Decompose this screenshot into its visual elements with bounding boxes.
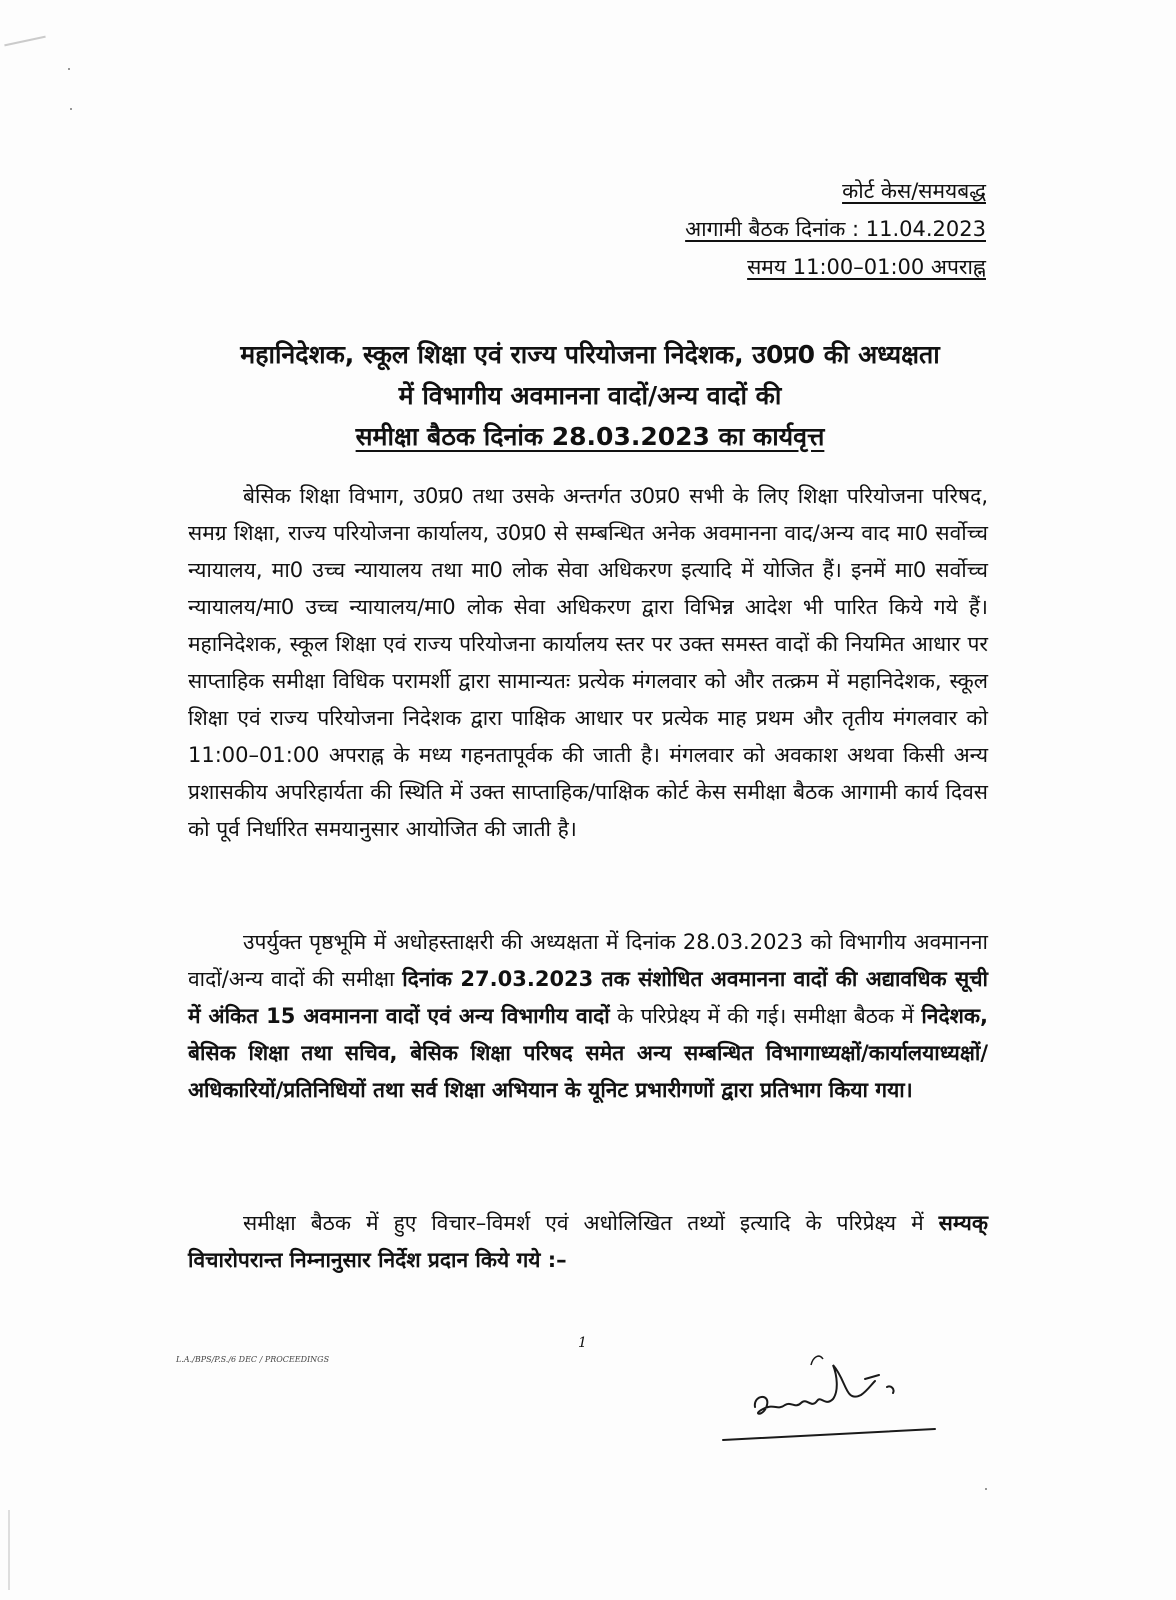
title-line-1: महानिदेशक, स्कूल शिक्षा एवं राज्य परियोजना निदेशक, उ0प्र0 की अध्यक्षता bbox=[240, 340, 940, 369]
paragraph-directions-text: समीक्षा बैठक में हुए विचार–विमर्श एवं अधोलिखित तथ्यों इत्यादि के परिप्रेक्ष्य में bbox=[243, 1211, 939, 1235]
paragraph-directions-bold: सम्यक् विचारोपरान्त निम्नानुसार निर्देश प्रदान किये गये :– bbox=[188, 1211, 988, 1272]
document-title bbox=[150, 334, 1030, 457]
paragraph-review-bold-attendees: निदेशक, बेसिक शिक्षा तथा सचिव, बेसिक शिक्षा परिषद समेत अन्य सम्बन्धित विभागाध्यक्षों/कार्यालयाध्यक्षों/अधिकारियों/प्रतिनिधियों तथा सर्व शिक्षा अभियान के यूनिट प्रभारीगणों द्वारा प्रतिभाग किया गया। bbox=[188, 1004, 988, 1102]
scan-dot bbox=[70, 108, 72, 110]
meeting-time: समय 11:00–01:00 अपराह्न bbox=[747, 255, 986, 279]
title-line-3: समीक्षा बैठक दिनांक 28.03.2023 का कार्यवृत्त bbox=[355, 422, 825, 451]
title-line-2: में विभागीय अवमानना वादों/अन्य वादों की bbox=[398, 381, 782, 410]
scan-mark-top-left bbox=[4, 36, 45, 47]
paragraph-review-text: उपर्युक्त पृष्ठभूमि में अधोहस्ताक्षरी की अध्यक्षता में दिनांक 28.03.2023 को विभागीय अवमानना वादों/अन्य वादों की समीक्षा bbox=[188, 930, 988, 991]
paragraph-directions bbox=[188, 1205, 988, 1279]
scan-dot bbox=[985, 1488, 987, 1490]
paragraph-review-bold-list: दिनांक 27.03.2023 तक संशोधित अवमानना वादों की अद्यावधिक सूची में अंकित 15 अवमानना वादों एवं अन्य विभागीय वादों bbox=[188, 967, 988, 1028]
signature bbox=[715, 1345, 945, 1445]
paragraph-review bbox=[188, 924, 988, 1109]
header-block bbox=[685, 172, 986, 286]
page-number: 1 bbox=[578, 1335, 587, 1351]
file-reference: L.A./BPS/P.S./6 DEC / PROCEEDINGS bbox=[176, 1355, 330, 1364]
case-category: कोर्ट केस/समयबद्ध bbox=[842, 179, 986, 203]
paragraph-review-text: के परिप्रेक्ष्य में की गई। समीक्षा बैठक में bbox=[609, 1004, 922, 1028]
scan-mark-bottom-left bbox=[8, 1510, 10, 1590]
paragraph-background: बेसिक शिक्षा विभाग, उ0प्र0 तथा उसके अन्तर्गत उ0प्र0 सभी के लिए शिक्षा परियोजना परिषद, समग्र शिक्षा, राज्य परियोजना कार्यालय, उ0प्र0 से सम्बन्धित अनेक अवमानना वाद/अन्य वाद मा0 सर्वोच्च न्यायालय, मा0 उच्च न्यायालय तथा मा0 लोक सेवा अधिकरण इत्यादि में योजित हैं। इनमें मा0 सर्वोच्च न्यायालय/मा0 उच्च न्यायालय/मा0 लोक सेवा अधिकरण द्वारा विभिन्न आदेश भी पारित किये गये हैं। महानिदेशक, स्कूल शिक्षा एवं राज्य परियोजना कार्यालय स्तर पर उक्त समस्त वादों की नियमित आधार पर साप्ताहिक समीक्षा विधिक परामर्शी द्वारा सामान्यतः प्रत्येक मंगलवार को और तत्क्रम में महानिदेशक, स्कूल शिक्षा एवं राज्य परियोजना निदेशक द्वारा पाक्षिक आधार पर प्रत्येक माह प्रथम और तृतीय मंगलवार को 11:00–01:00 अपराह्न के मध्य गहनतापूर्वक की जाती है। मंगलवार को अवकाश अथवा किसी अन्य प्रशासकीय अपरिहार्यता की स्थिति में उक्त साप्ताहिक/पाक्षिक कोर्ट केस समीक्षा बैठक आगामी कार्य दिवस को पूर्व निर्धारित समयानुसार आयोजित की जाती है। bbox=[188, 484, 988, 841]
next-meeting-date: आगामी बैठक दिनांक : 11.04.2023 bbox=[685, 217, 986, 241]
scan-dot bbox=[68, 68, 70, 70]
